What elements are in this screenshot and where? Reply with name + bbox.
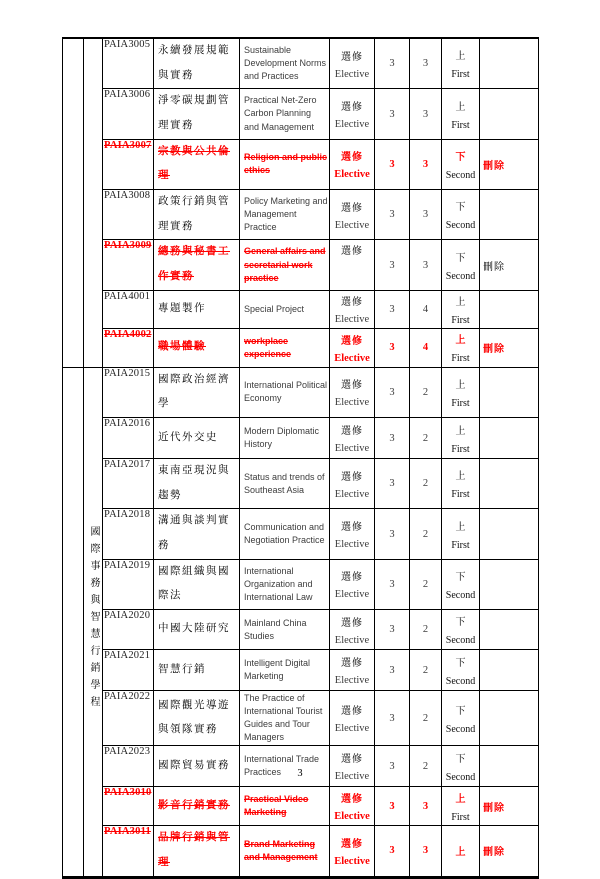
table-row: [63, 190, 539, 240]
course-table: [62, 37, 539, 879]
type-en: Elective: [334, 855, 370, 867]
semester-en: Second: [445, 169, 476, 181]
type-zh: 選修: [341, 335, 363, 347]
semester-en: First: [451, 811, 470, 823]
semester-en: Second: [445, 723, 476, 735]
semester-en: First: [451, 443, 470, 455]
remark-cell: [480, 367, 539, 417]
remark-cell: [480, 559, 539, 609]
credits-cell: 3: [375, 240, 410, 290]
semester-zh: 上: [455, 425, 466, 437]
course-type-cell: [330, 38, 375, 89]
semester-en: Second: [445, 771, 476, 783]
semester-cell: [442, 650, 480, 691]
remark-cell: [480, 290, 539, 328]
course-name-zh: 淨零碳規劃管理實務: [154, 89, 240, 139]
table-row: [63, 89, 539, 139]
type-en: Elective: [334, 169, 370, 181]
course-type-cell: [330, 826, 375, 877]
type-en: Elective: [334, 723, 370, 735]
course-name-en: General affairs and secretarial work practice: [240, 240, 330, 290]
hours-cell: 3: [410, 190, 442, 240]
page-number: 3: [297, 768, 303, 779]
semester-zh: 下: [455, 617, 466, 629]
course-code: PAIA2023: [103, 746, 154, 787]
course-name-en: International Trade Practices: [240, 746, 330, 787]
remark-cell: 刪除: [480, 826, 539, 877]
course-name-en: Religion and public ethics: [240, 139, 330, 189]
hours-cell: 2: [410, 459, 442, 509]
course-name-zh: 宗教與公共倫理: [154, 139, 240, 189]
semester-zh: 上: [455, 51, 466, 63]
semester-cell: [442, 826, 480, 877]
remark-cell: [480, 610, 539, 650]
semester-cell: [442, 691, 480, 746]
remark-cell: [480, 746, 539, 787]
hours-cell: 2: [410, 746, 442, 787]
course-name-en: International Political Economy: [240, 367, 330, 417]
type-zh: 選修: [341, 471, 363, 483]
credits-cell: 3: [375, 367, 410, 417]
semester-cell: [442, 746, 480, 787]
semester-cell: [442, 787, 480, 826]
course-code: PAIA2020: [103, 610, 154, 650]
semester-cell: [442, 610, 480, 650]
program-name-vertical: 國際事務與智慧行銷學程: [88, 525, 99, 713]
type-en: Elective: [334, 675, 370, 687]
type-en: Elective: [334, 119, 370, 131]
type-zh: 選修: [341, 794, 363, 806]
table-row: [63, 826, 539, 877]
semester-zh: 下: [455, 252, 466, 264]
table-row: [63, 650, 539, 691]
hours-cell: 3: [410, 139, 442, 189]
course-name-zh: 近代外交史: [154, 418, 240, 459]
semester-zh: 下: [455, 202, 466, 214]
course-name-en: Practical Net-Zero Carbon Planning and Management: [240, 89, 330, 139]
course-type-cell: [330, 367, 375, 417]
remark-cell: 刪除: [480, 240, 539, 290]
credits-cell: 3: [375, 691, 410, 746]
hours-cell: 2: [410, 509, 442, 559]
type-zh: 選修: [341, 380, 363, 392]
course-type-cell: [330, 746, 375, 787]
course-name-zh: 專題製作: [154, 290, 240, 328]
semester-cell: [442, 89, 480, 139]
hours-cell: 3: [410, 826, 442, 877]
course-name-zh: 智慧行銷: [154, 650, 240, 691]
semester-cell: [442, 139, 480, 189]
type-zh: 選修: [341, 658, 363, 670]
course-code: PAIA2016: [103, 418, 154, 459]
table-row: [63, 691, 539, 746]
course-name-zh: 職場體驗: [154, 328, 240, 367]
semester-cell: [442, 190, 480, 240]
type-zh: 選修: [341, 572, 363, 584]
hours-cell: 2: [410, 610, 442, 650]
course-name-zh: 東南亞現況與趨勢: [154, 459, 240, 509]
table-row: [63, 290, 539, 328]
semester-cell: [442, 38, 480, 89]
semester-cell: [442, 328, 480, 367]
credits-cell: 3: [375, 139, 410, 189]
table-row: [63, 787, 539, 826]
type-en: Elective: [334, 352, 370, 364]
course-type-cell: [330, 509, 375, 559]
course-name-zh: 國際政治經濟學: [154, 367, 240, 417]
type-zh: 選修: [341, 838, 363, 850]
course-name-en: Mainland China Studies: [240, 610, 330, 650]
course-type-cell: [330, 328, 375, 367]
remark-cell: [480, 691, 539, 746]
semester-en: First: [451, 489, 470, 501]
course-name-zh: 政策行銷與管理實務: [154, 190, 240, 240]
course-code: PAIA3008: [103, 190, 154, 240]
semester-zh: 下: [455, 571, 466, 583]
program-cell: [84, 367, 103, 877]
hours-cell: 2: [410, 650, 442, 691]
semester-zh: 上: [455, 521, 466, 533]
table-row: [63, 610, 539, 650]
course-type-cell: [330, 459, 375, 509]
type-zh: 選修: [341, 152, 363, 164]
course-code: PAIA3011: [103, 826, 154, 877]
credits-cell: 3: [375, 826, 410, 877]
course-name-zh: 品牌行銷與管理: [154, 826, 240, 877]
type-en: Elective: [334, 811, 370, 823]
table-row: [63, 509, 539, 559]
credits-cell: 3: [375, 650, 410, 691]
semester-en: First: [451, 119, 470, 131]
semester-zh: 上: [455, 296, 466, 308]
course-name-en: Policy Marketing and Management Practice: [240, 190, 330, 240]
credits-cell: 3: [375, 89, 410, 139]
credits-cell: 3: [375, 328, 410, 367]
course-name-en: Modern Diplomatic History: [240, 418, 330, 459]
type-en: Elective: [334, 68, 370, 80]
type-en: Elective: [334, 634, 370, 646]
semester-en: First: [451, 314, 470, 326]
course-name-en: workplace experience: [240, 328, 330, 367]
remark-cell: [480, 190, 539, 240]
semester-cell: [442, 240, 480, 290]
semester-cell: [442, 509, 480, 559]
semester-cell: [442, 559, 480, 609]
course-name-zh: 溝通與談判實務: [154, 509, 240, 559]
remark-cell: 刪除: [480, 787, 539, 826]
type-en: Elective: [334, 589, 370, 601]
semester-zh: 下: [455, 753, 466, 765]
course-code: PAIA3005: [103, 38, 154, 89]
semester-zh: 上: [455, 793, 466, 805]
hours-cell: 3: [410, 787, 442, 826]
table-row: [63, 459, 539, 509]
type-zh: 選修: [341, 522, 363, 534]
course-name-en: Communication and Negotiation Practice: [240, 509, 330, 559]
semester-zh: 上: [455, 379, 466, 391]
hours-cell: 2: [410, 559, 442, 609]
table-row: [63, 328, 539, 367]
course-type-cell: [330, 89, 375, 139]
course-code: PAIA2015: [103, 367, 154, 417]
semester-en: Second: [445, 635, 476, 647]
semester-zh: 上: [455, 471, 466, 483]
course-type-cell: [330, 787, 375, 826]
type-en: Elective: [334, 314, 370, 326]
course-name-en: Sustainable Development Norms and Practices: [240, 38, 330, 89]
table-row: [63, 559, 539, 609]
course-name-zh: 永續發展規範與實務: [154, 38, 240, 89]
remark-cell: 刪除: [480, 328, 539, 367]
course-code: PAIA3010: [103, 787, 154, 826]
type-zh: 選修: [341, 706, 363, 718]
semester-en: Second: [445, 675, 476, 687]
course-code: PAIA2021: [103, 650, 154, 691]
type-en: Elective: [334, 488, 370, 500]
semester-zh: 上: [455, 847, 466, 859]
hours-cell: 4: [410, 328, 442, 367]
type-zh: 選修: [341, 102, 363, 114]
credits-cell: 3: [375, 418, 410, 459]
type-zh: 選修: [341, 426, 363, 438]
course-name-zh: 中國大陸研究: [154, 610, 240, 650]
credits-cell: 3: [375, 559, 410, 609]
course-code: PAIA3006: [103, 89, 154, 139]
semester-zh: 下: [455, 705, 466, 717]
table-row: [63, 418, 539, 459]
course-type-cell: [330, 650, 375, 691]
course-name-zh: 國際觀光導遊與領隊實務: [154, 691, 240, 746]
course-name-en: Status and trends of Southeast Asia: [240, 459, 330, 509]
hours-cell: 2: [410, 367, 442, 417]
credits-cell: 3: [375, 746, 410, 787]
hours-cell: 3: [410, 89, 442, 139]
program-cell: [84, 38, 103, 367]
semester-en: First: [451, 397, 470, 409]
course-name-en: Brand Marketing and Management: [240, 826, 330, 877]
table-row: [63, 240, 539, 290]
hours-cell: 3: [410, 38, 442, 89]
remark-cell: [480, 89, 539, 139]
remark-cell: 刪除: [480, 139, 539, 189]
semester-zh: 下: [455, 151, 466, 163]
semester-en: First: [451, 69, 470, 81]
course-code: PAIA4001: [103, 290, 154, 328]
course-name-en: Intelligent Digital Marketing: [240, 650, 330, 691]
type-en: Elective: [334, 219, 370, 231]
semester-en: Second: [445, 220, 476, 232]
course-code: PAIA4002: [103, 328, 154, 367]
semester-en: Second: [445, 270, 476, 282]
semester-en: Second: [445, 589, 476, 601]
type-en: Elective: [334, 443, 370, 455]
type-zh: 選修: [341, 202, 363, 214]
credits-cell: 3: [375, 787, 410, 826]
course-name-en: International Organization and International Law: [240, 559, 330, 609]
course-name-zh: 總務與秘書工作實務: [154, 240, 240, 290]
type-zh: 選修: [341, 297, 363, 309]
credits-cell: 3: [375, 459, 410, 509]
credits-cell: 3: [375, 610, 410, 650]
semester-zh: 上: [455, 335, 466, 347]
semester-en: First: [451, 539, 470, 551]
course-type-cell: [330, 610, 375, 650]
hours-cell: 2: [410, 691, 442, 746]
course-code: PAIA2018: [103, 509, 154, 559]
remark-cell: [480, 509, 539, 559]
remark-cell: [480, 418, 539, 459]
hours-cell: 2: [410, 418, 442, 459]
type-en: Elective: [334, 397, 370, 409]
semester-en: First: [451, 353, 470, 365]
course-type-cell: [330, 559, 375, 609]
course-type-cell: [330, 190, 375, 240]
course-type-cell: [330, 139, 375, 189]
course-type-cell: [330, 290, 375, 328]
course-name-en: Practical Video Marketing: [240, 787, 330, 826]
type-zh: 選修: [341, 754, 363, 766]
table-row: [63, 367, 539, 417]
type-en: Elective: [334, 539, 370, 551]
course-name-zh: 影音行銷實務: [154, 787, 240, 826]
credits-cell: 3: [375, 38, 410, 89]
course-name-en: The Practice of International Tourist Guides and Tour Managers: [240, 691, 330, 746]
course-code: PAIA2019: [103, 559, 154, 609]
credits-cell: 3: [375, 190, 410, 240]
course-type-cell: [330, 240, 375, 290]
hours-cell: 4: [410, 290, 442, 328]
semester-cell: [442, 367, 480, 417]
semester-cell: [442, 290, 480, 328]
remark-cell: [480, 650, 539, 691]
remark-cell: [480, 459, 539, 509]
semester-cell: [442, 459, 480, 509]
type-zh: 選修: [341, 51, 363, 63]
course-code: PAIA3007: [103, 139, 154, 189]
semester-cell: [442, 418, 480, 459]
credits-cell: 3: [375, 509, 410, 559]
course-name-en: Special Project: [240, 290, 330, 328]
table-row: [63, 746, 539, 787]
table-row: [63, 38, 539, 89]
course-name-zh: 國際組織與國際法: [154, 559, 240, 609]
course-type-cell: [330, 691, 375, 746]
course-code: PAIA2017: [103, 459, 154, 509]
course-code: PAIA3009: [103, 240, 154, 290]
type-zh: 選修: [341, 617, 363, 629]
semester-zh: 上: [455, 101, 466, 113]
course-type-cell: [330, 418, 375, 459]
category-cell: [63, 38, 84, 367]
credits-cell: 3: [375, 290, 410, 328]
hours-cell: 3: [410, 240, 442, 290]
remark-cell: [480, 38, 539, 89]
course-name-zh: 國際貿易實務: [154, 746, 240, 787]
table-row: [63, 139, 539, 189]
semester-zh: 下: [455, 657, 466, 669]
type-zh: 選修: [341, 246, 363, 258]
course-code: PAIA2022: [103, 691, 154, 746]
type-en: Elective: [334, 771, 370, 783]
category-cell: [63, 367, 84, 877]
